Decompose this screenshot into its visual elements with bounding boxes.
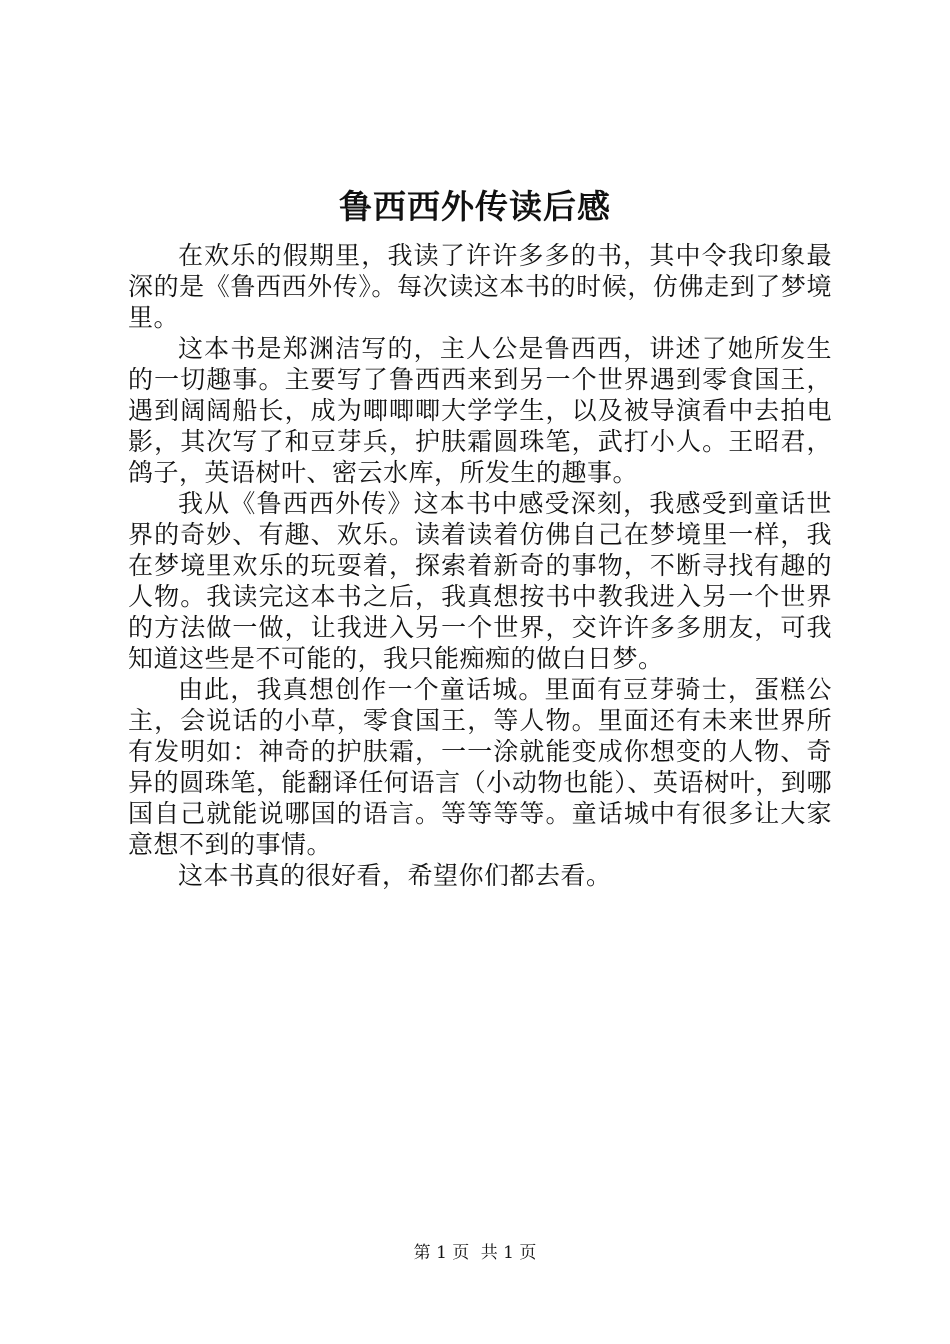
paragraph-1: 在欢乐的假期里，我读了许许多多的书，其中令我印象最深的是《鲁西西外传》。每次读这本书的时候，仿佛走到了梦境里。 (128, 241, 832, 332)
page-total: 共 1 页 (480, 1243, 537, 1263)
page-footer (0, 1242, 950, 1264)
document-title: 鲁西西外传读后感 (339, 187, 611, 226)
paragraph-2: 这本书是郑渊洁写的，主人公是鲁西西，讲述了她所发生的一切趣事。主要写了鲁西西来到另一个世界遇到零食国王，遇到阔阔船长，成为唧唧唧大学学生，以及被导演看中去拍电影，其次写了和豆芽兵，护肤霜圆珠笔，武打小人。王昭君，鸽子，英语树叶、密云水库，所发生的趣事。 (128, 334, 832, 487)
paragraph-4: 由此，我真想创作一个童话城。里面有豆芽骑士，蛋糕公主，会说话的小草，零食国王，等人物。里面还有未来世界所有发明如：神奇的护肤霜，一一涂就能变成你想变的人物、奇异的圆珠笔，能翻译任何语言（小动物也能）、英语树叶，到哪国自己就能说哪国的语言。等等等等。童话城中有很多让大家意想不到的事情。 (128, 675, 832, 859)
paragraph-5: 这本书真的很好看，希望你们都去看。 (178, 861, 612, 890)
document-body (128, 240, 832, 891)
paragraph-3: 我从《鲁西西外传》这本书中感受深刻，我感受到童话世界的奇妙、有趣、欢乐。读着读着仿佛自己在梦境里一样，我在梦境里欢乐的玩耍着，探索着新奇的事物，不断寻找有趣的人物。我读完这本书之后，我真想按书中教我进入另一个世界的方法做一做，让我进入另一个世界，交许许多多朋友，可我知道这些是不可能的，我只能痴痴的做白日梦。 (128, 489, 832, 673)
page-number: 第 1 页 (413, 1243, 470, 1263)
